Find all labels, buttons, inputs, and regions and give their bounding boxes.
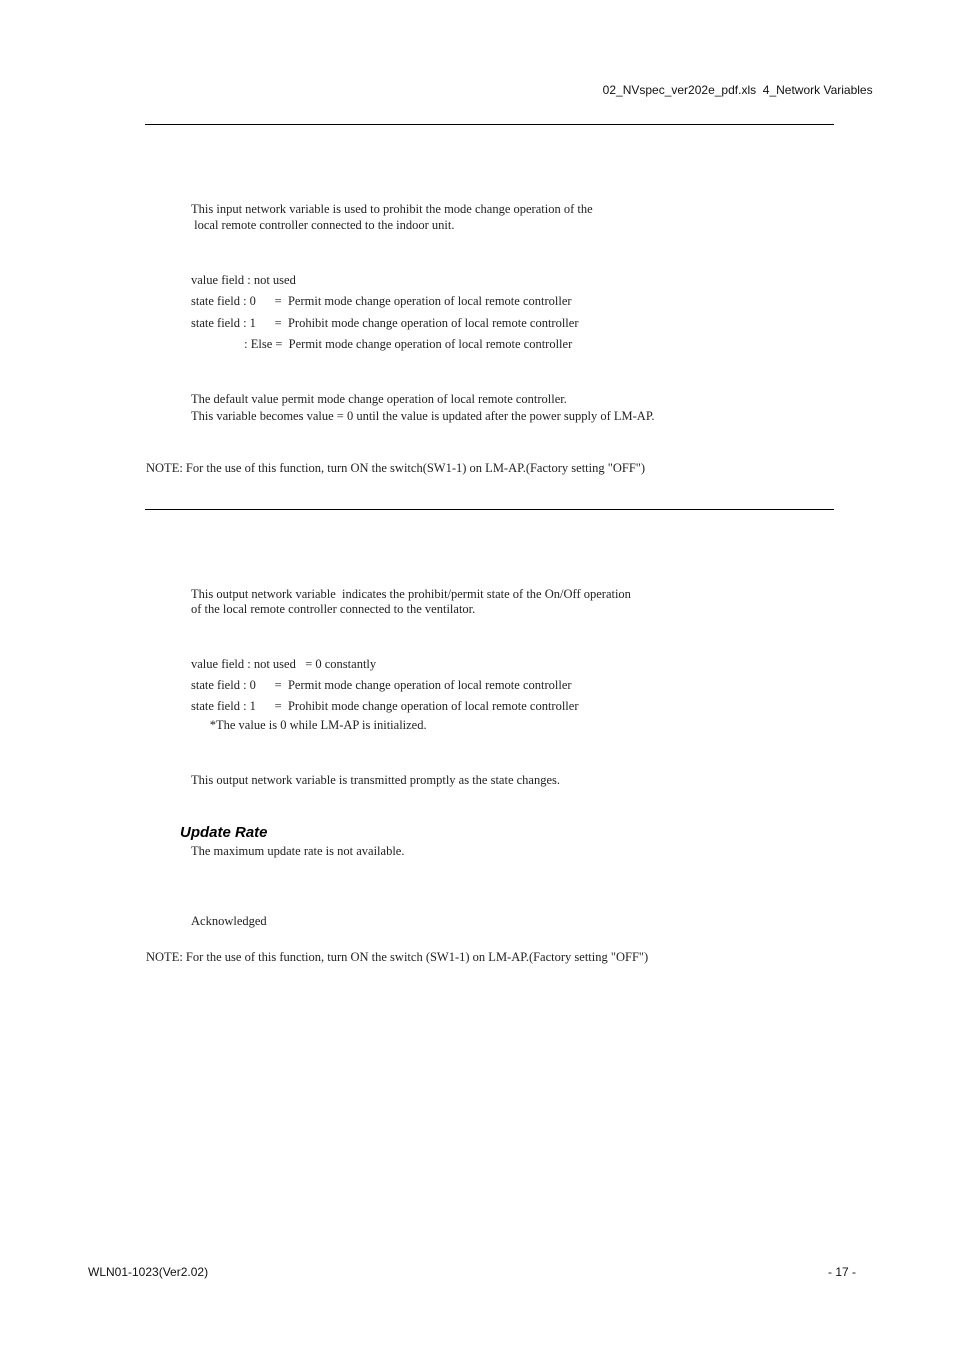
section2-note: NOTE: For the use of this function, turn ON the switch (SW1-1) on LM-AP.(Factory setting "OFF") xyxy=(146,950,649,964)
section1-description-line1: This input network variable is used to prohibit the mode change operation of the xyxy=(191,202,593,216)
section2-description-line1: This output network variable indicates the prohibit/permit state of the On/Off operation xyxy=(191,587,631,601)
section2-service: Acknowledged xyxy=(191,914,267,928)
update-rate-heading: Update Rate xyxy=(180,824,268,841)
section1-structure-line1: value field : not used xyxy=(191,273,296,287)
section2-description-line2: of the local remote controller connected to the ventilator. xyxy=(191,602,476,616)
footer-doc-id: WLN01-1023(Ver2.02) xyxy=(88,1265,209,1279)
section2-update-rate: The maximum update rate is not available. xyxy=(191,844,405,858)
footer-page-number: - 17 - xyxy=(828,1265,857,1279)
section2-structure-line2: state field : 0 = Permit mode change operation of local remote controller xyxy=(191,678,572,692)
section2-structure-line3: state field : 1 = Prohibit mode change operation of local remote controller xyxy=(191,699,579,713)
section1-description-line2: local remote controller connected to the indoor unit. xyxy=(191,218,455,232)
header-filename xyxy=(596,69,873,97)
section-divider-top xyxy=(145,124,834,125)
section1-structure-line3: state field : 1 = Prohibit mode change operation of local remote controller xyxy=(191,316,579,330)
section1-note: NOTE: For the use of this function, turn ON the switch(SW1-1) on LM-AP.(Factory setting "OFF") xyxy=(146,461,646,475)
section2-structure-line4: *The value is 0 while LM-AP is initialized. xyxy=(191,718,427,732)
section-divider-middle xyxy=(145,509,834,510)
header-sheet-text: 4_Network Variables xyxy=(762,83,873,97)
section1-structure-line4: : Else = Permit mode change operation of local remote controller xyxy=(191,337,573,351)
section2-structure-line1: value field : not used = 0 constantly xyxy=(191,657,377,671)
section1-structure-line2: state field : 0 = Permit mode change operation of local remote controller xyxy=(191,294,572,308)
section1-default-line2: This variable becomes value = 0 until the value is updated after the power supply of LM-AP. xyxy=(191,409,655,423)
header-filename-text: 02_NVspec_ver202e_pdf.xls xyxy=(602,83,757,97)
section2-transmit: This output network variable is transmitted promptly as the state changes. xyxy=(191,773,561,787)
section1-default-line1: The default value permit mode change operation of local remote controller. xyxy=(191,392,567,406)
